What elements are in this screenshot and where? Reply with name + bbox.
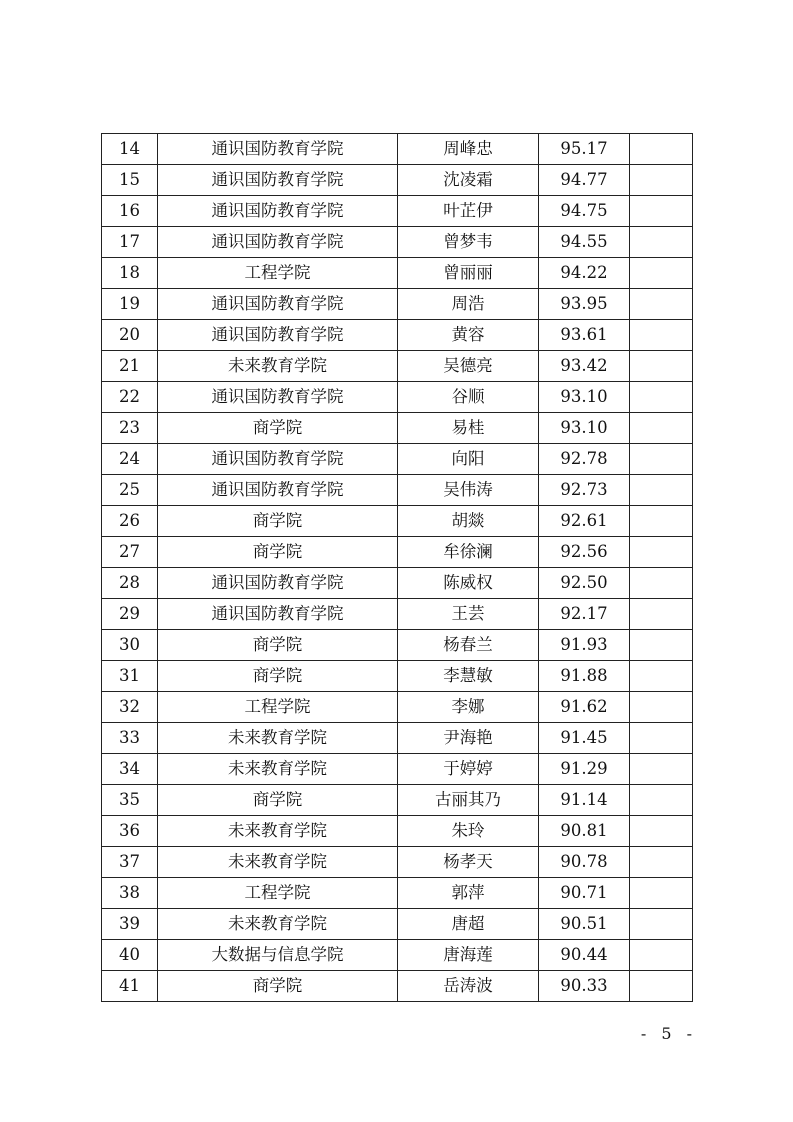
name-cell: 唐超 [398, 909, 539, 940]
note-cell [630, 785, 693, 816]
name-cell: 牟徐澜 [398, 537, 539, 568]
college-cell: 通识国防教育学院 [158, 475, 398, 506]
table-body [102, 134, 693, 1002]
score-cell: 93.10 [539, 382, 630, 413]
name-cell: 李娜 [398, 692, 539, 723]
table-row [102, 413, 693, 444]
college-cell: 商学院 [158, 661, 398, 692]
college-cell: 通识国防教育学院 [158, 134, 398, 165]
score-cell: 91.93 [539, 630, 630, 661]
rank-cell: 15 [102, 165, 158, 196]
name-cell: 于婷婷 [398, 754, 539, 785]
college-cell: 未来教育学院 [158, 816, 398, 847]
note-cell [630, 227, 693, 258]
table-row [102, 878, 693, 909]
table-row [102, 537, 693, 568]
college-cell: 工程学院 [158, 692, 398, 723]
rank-cell: 35 [102, 785, 158, 816]
table-row [102, 816, 693, 847]
score-cell: 93.10 [539, 413, 630, 444]
table-row [102, 258, 693, 289]
name-cell: 尹海艳 [398, 723, 539, 754]
college-cell: 通识国防教育学院 [158, 599, 398, 630]
table-row [102, 630, 693, 661]
table-row [102, 165, 693, 196]
page-number: - 5 - [640, 1024, 697, 1043]
table-row [102, 599, 693, 630]
rank-cell: 24 [102, 444, 158, 475]
rank-cell: 22 [102, 382, 158, 413]
table-row [102, 351, 693, 382]
rank-cell: 41 [102, 971, 158, 1002]
college-cell: 通识国防教育学院 [158, 382, 398, 413]
table-row [102, 971, 693, 1002]
rank-cell: 18 [102, 258, 158, 289]
note-cell [630, 413, 693, 444]
note-cell [630, 258, 693, 289]
score-cell: 95.17 [539, 134, 630, 165]
table-row [102, 320, 693, 351]
score-cell: 93.61 [539, 320, 630, 351]
score-cell: 91.62 [539, 692, 630, 723]
rank-cell: 20 [102, 320, 158, 351]
note-cell [630, 847, 693, 878]
table-row [102, 847, 693, 878]
college-cell: 通识国防教育学院 [158, 227, 398, 258]
college-cell: 通识国防教育学院 [158, 196, 398, 227]
note-cell [630, 444, 693, 475]
name-cell: 向阳 [398, 444, 539, 475]
rank-cell: 33 [102, 723, 158, 754]
note-cell [630, 165, 693, 196]
rank-cell: 25 [102, 475, 158, 506]
score-cell: 94.77 [539, 165, 630, 196]
score-cell: 91.88 [539, 661, 630, 692]
rank-cell: 32 [102, 692, 158, 723]
score-cell: 92.50 [539, 568, 630, 599]
name-cell: 黄容 [398, 320, 539, 351]
table-row [102, 785, 693, 816]
table-row [102, 754, 693, 785]
note-cell [630, 599, 693, 630]
college-cell: 工程学院 [158, 258, 398, 289]
table-row [102, 909, 693, 940]
note-cell [630, 971, 693, 1002]
college-cell: 通识国防教育学院 [158, 444, 398, 475]
note-cell [630, 537, 693, 568]
table-row [102, 444, 693, 475]
rank-cell: 19 [102, 289, 158, 320]
name-cell: 岳涛波 [398, 971, 539, 1002]
score-cell: 94.55 [539, 227, 630, 258]
note-cell [630, 940, 693, 971]
college-cell: 未来教育学院 [158, 754, 398, 785]
rank-cell: 36 [102, 816, 158, 847]
name-cell: 李慧敏 [398, 661, 539, 692]
college-cell: 未来教育学院 [158, 909, 398, 940]
college-cell: 通识国防教育学院 [158, 320, 398, 351]
table-row [102, 940, 693, 971]
score-cell: 92.17 [539, 599, 630, 630]
score-cell: 92.61 [539, 506, 630, 537]
college-cell: 商学院 [158, 785, 398, 816]
note-cell [630, 692, 693, 723]
name-cell: 古丽其乃 [398, 785, 539, 816]
table-row [102, 692, 693, 723]
table-row [102, 134, 693, 165]
name-cell: 杨春兰 [398, 630, 539, 661]
college-cell: 工程学院 [158, 878, 398, 909]
note-cell [630, 878, 693, 909]
note-cell [630, 134, 693, 165]
name-cell: 曾丽丽 [398, 258, 539, 289]
name-cell: 曾梦韦 [398, 227, 539, 258]
name-cell: 朱玲 [398, 816, 539, 847]
college-cell: 未来教育学院 [158, 351, 398, 382]
ranking-table [101, 133, 693, 1002]
name-cell: 吴德亮 [398, 351, 539, 382]
name-cell: 吴伟涛 [398, 475, 539, 506]
score-cell: 90.44 [539, 940, 630, 971]
rank-cell: 37 [102, 847, 158, 878]
rank-cell: 39 [102, 909, 158, 940]
note-cell [630, 506, 693, 537]
name-cell: 胡燚 [398, 506, 539, 537]
rank-cell: 29 [102, 599, 158, 630]
rank-cell: 21 [102, 351, 158, 382]
score-cell: 92.56 [539, 537, 630, 568]
score-cell: 93.42 [539, 351, 630, 382]
rank-cell: 30 [102, 630, 158, 661]
table-row [102, 506, 693, 537]
rank-cell: 27 [102, 537, 158, 568]
note-cell [630, 320, 693, 351]
name-cell: 唐海莲 [398, 940, 539, 971]
name-cell: 王芸 [398, 599, 539, 630]
rank-cell: 40 [102, 940, 158, 971]
note-cell [630, 196, 693, 227]
note-cell [630, 909, 693, 940]
college-cell: 商学院 [158, 506, 398, 537]
rank-cell: 38 [102, 878, 158, 909]
college-cell: 商学院 [158, 537, 398, 568]
name-cell: 郭萍 [398, 878, 539, 909]
name-cell: 谷顺 [398, 382, 539, 413]
rank-cell: 17 [102, 227, 158, 258]
table-row [102, 475, 693, 506]
name-cell: 易桂 [398, 413, 539, 444]
name-cell: 沈凌霜 [398, 165, 539, 196]
college-cell: 通识国防教育学院 [158, 165, 398, 196]
rank-cell: 23 [102, 413, 158, 444]
rank-cell: 34 [102, 754, 158, 785]
note-cell [630, 289, 693, 320]
table-row [102, 568, 693, 599]
rank-cell: 16 [102, 196, 158, 227]
college-cell: 未来教育学院 [158, 847, 398, 878]
score-cell: 92.73 [539, 475, 630, 506]
name-cell: 叶芷伊 [398, 196, 539, 227]
table-row [102, 227, 693, 258]
score-cell: 93.95 [539, 289, 630, 320]
note-cell [630, 816, 693, 847]
score-cell: 94.75 [539, 196, 630, 227]
score-cell: 90.78 [539, 847, 630, 878]
name-cell: 杨孝天 [398, 847, 539, 878]
note-cell [630, 630, 693, 661]
score-cell: 90.81 [539, 816, 630, 847]
note-cell [630, 661, 693, 692]
rank-cell: 28 [102, 568, 158, 599]
college-cell: 商学院 [158, 630, 398, 661]
note-cell [630, 475, 693, 506]
college-cell: 通识国防教育学院 [158, 568, 398, 599]
table-row [102, 382, 693, 413]
table-row [102, 289, 693, 320]
score-cell: 94.22 [539, 258, 630, 289]
college-cell: 大数据与信息学院 [158, 940, 398, 971]
college-cell: 商学院 [158, 971, 398, 1002]
score-cell: 91.14 [539, 785, 630, 816]
college-cell: 未来教育学院 [158, 723, 398, 754]
rank-cell: 14 [102, 134, 158, 165]
college-cell: 商学院 [158, 413, 398, 444]
name-cell: 周峰忠 [398, 134, 539, 165]
name-cell: 周浩 [398, 289, 539, 320]
score-cell: 92.78 [539, 444, 630, 475]
score-cell: 90.33 [539, 971, 630, 1002]
table-row [102, 661, 693, 692]
score-cell: 91.45 [539, 723, 630, 754]
score-cell: 91.29 [539, 754, 630, 785]
note-cell [630, 351, 693, 382]
note-cell [630, 382, 693, 413]
name-cell: 陈威权 [398, 568, 539, 599]
score-cell: 90.71 [539, 878, 630, 909]
college-cell: 通识国防教育学院 [158, 289, 398, 320]
table-row [102, 723, 693, 754]
score-cell: 90.51 [539, 909, 630, 940]
note-cell [630, 568, 693, 599]
note-cell [630, 723, 693, 754]
rank-cell: 31 [102, 661, 158, 692]
rank-cell: 26 [102, 506, 158, 537]
table-row [102, 196, 693, 227]
note-cell [630, 754, 693, 785]
